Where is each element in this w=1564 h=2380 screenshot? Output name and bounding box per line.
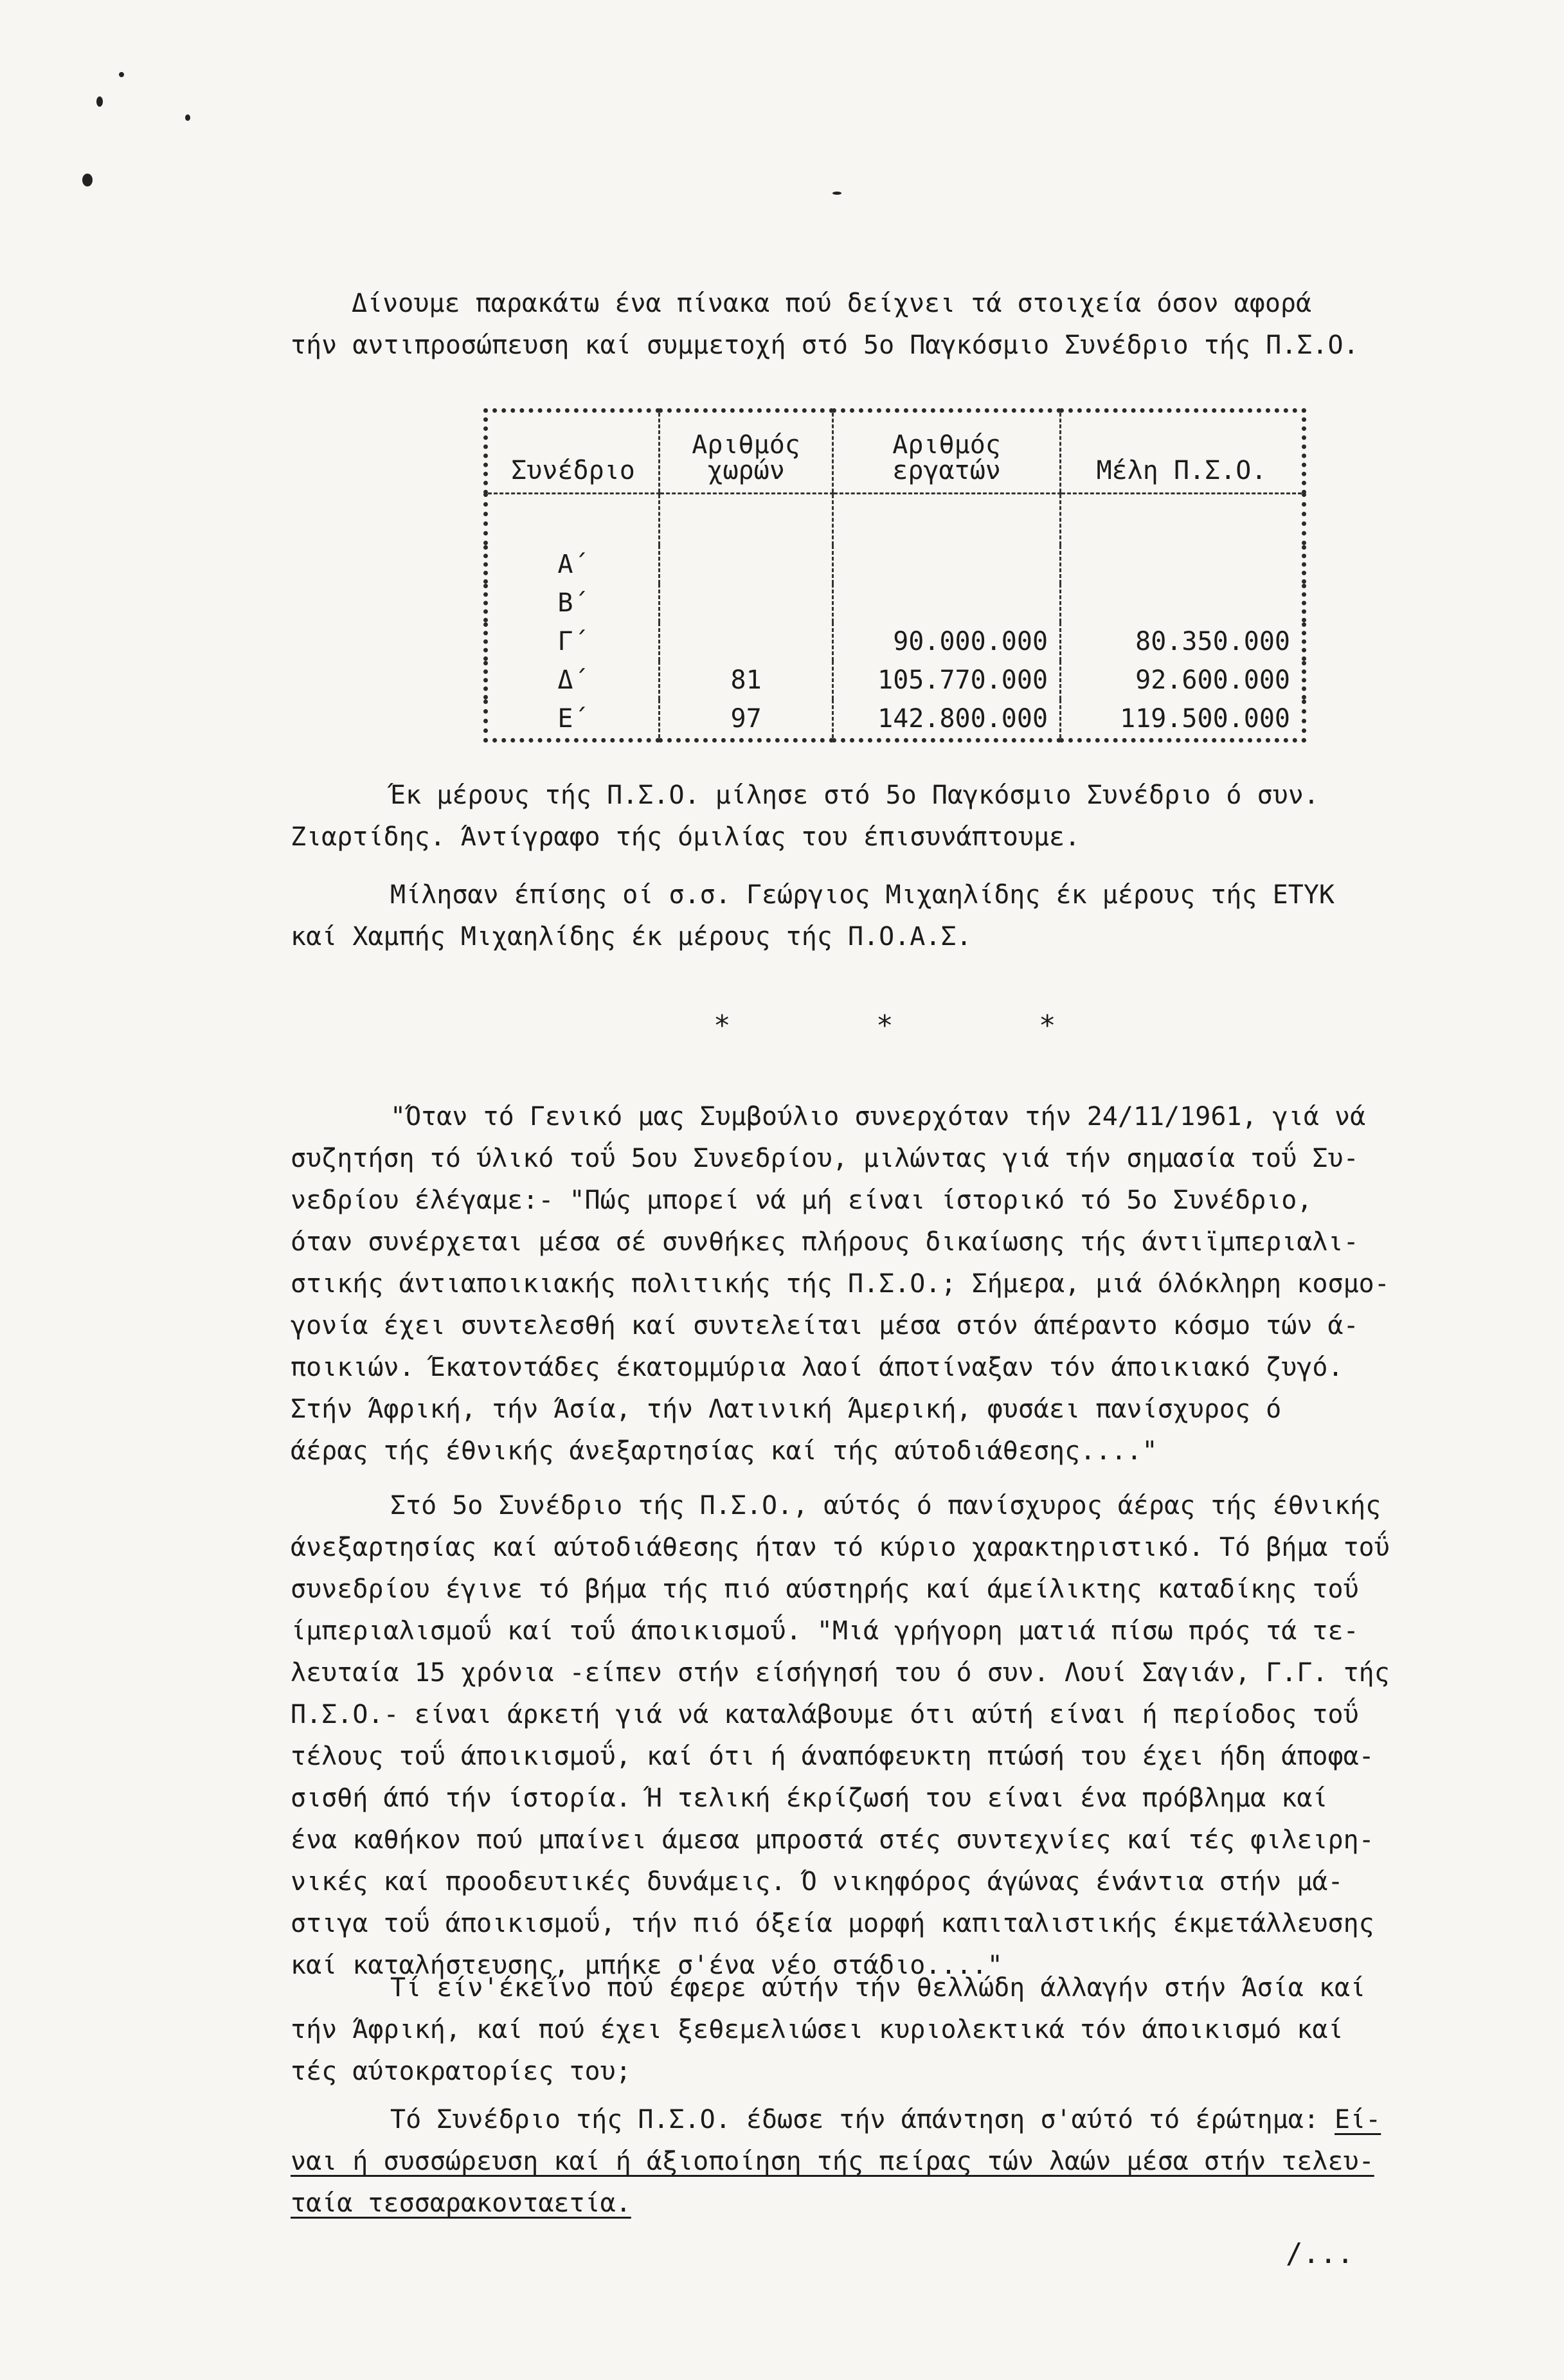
- cell-members: [1061, 584, 1304, 622]
- text-line: καί καταλήστευσης, μπήκε σ'ένα νέο στάδιο....": [291, 1951, 1003, 1980]
- cell-congress: Ε΄: [557, 703, 589, 734]
- cell-members: 80.350.000: [1061, 622, 1304, 661]
- cell-countries: 81: [660, 661, 833, 699]
- text-line: νικές καί προοδευτικές δυνάμεις. Ό νικηφόρος άγώνας ένάντια στήν μά-: [291, 1867, 1344, 1897]
- column-header-workers: Αριθμός εργατών: [833, 411, 1061, 494]
- cell-countries: 97: [660, 699, 833, 741]
- intro-paragraph: [291, 283, 1499, 366]
- paragraph: [291, 1485, 1499, 1987]
- column-header-countries: Αριθμός χωρών: [660, 411, 833, 494]
- text-line: Ζιαρτίδης. Άντίγραφο τής όμιλίας του έπισυνάπτουμε.: [291, 822, 1081, 852]
- underlined-text: ταία τεσσαρακονταετία.: [291, 2188, 631, 2218]
- cell-countries: [660, 584, 833, 622]
- table-row: [486, 661, 1304, 699]
- text-line: συνεδρίου έγινε τό βήμα τής πιό αύστηρής καί άμείλικτης καταδίκης τοΰ: [291, 1574, 1359, 1604]
- paragraph: [291, 874, 1499, 958]
- text-line: ένα καθήκον πού μπαίνει άμεσα μπροστά στές συντεχνίες καί τές φιλειρη-: [291, 1825, 1374, 1855]
- conclusion-paragraph: [291, 2099, 1499, 2224]
- text-line: στιγα τοΰ άποικισμοΰ, τήν πιό όξεία μορφή καπιταλιστικής έκμετάλλευσης: [291, 1909, 1374, 1938]
- text-line: ίμπεριαλισμοΰ καί τοΰ άποικισμοΰ. "Μιά γρήγορη ματιά πίσω πρός τά τε-: [291, 1616, 1359, 1646]
- text-line: γονία έχει συντελεσθή καί συντελείται μέσα στόν άπέραντο κόσμο τών ά-: [291, 1311, 1359, 1340]
- column-header-congress: Συνέδριο: [486, 411, 660, 494]
- text-line: [291, 2099, 1499, 2141]
- underlined-text: ναι ή συσσώρευση καί ή άξιοποίηση τής πείρας τών λαών μέσα στήν τελευ-: [291, 2147, 1374, 2176]
- text-line: Τί είν'έκείνο πού έφερε αύτήν τήν θελλώδη άλλαγήν στήν Άσία καί: [390, 1973, 1366, 2003]
- text-line: Π.Σ.Ο.- είναι άρκετή γιά νά καταλάβουμε ότι αύτή είναι ή περίοδος τοΰ: [291, 1700, 1359, 1729]
- text-line: τές αύτοκρατορίες του;: [291, 2057, 631, 2086]
- text-line: καί Χαμπής Μιχαηλίδης έκ μέρους τής Π.Ο.Α.Σ.: [291, 922, 972, 951]
- text-line: ποικιών. Έκατοντάδες έκατομμύρια λαοί άποτίναξαν τόν άποικιακό ζυγό.: [291, 1353, 1344, 1382]
- cell-countries: [660, 545, 833, 584]
- cell-congress: Α΄: [557, 549, 589, 579]
- text-line: άνεξαρτησίας καί αύτοδιάθεσης ήταν τό κύριο χαρακτηριστικό. Τό βήμα τοΰ: [291, 1533, 1390, 1562]
- cell-workers: [833, 545, 1061, 584]
- continued-mark: /...: [1286, 2237, 1354, 2270]
- cell-countries: [660, 622, 833, 661]
- scan-speck: [82, 174, 93, 186]
- cell-members: 92.600.000: [1061, 661, 1304, 699]
- text-line: στικής άντιαποικιακής πολιτικής τής Π.Σ.Ο.; Σήμερα, μιά όλόκληρη κοσμο-: [291, 1269, 1390, 1299]
- table-header-row: [486, 411, 1304, 494]
- paragraph: [291, 775, 1499, 858]
- quoted-paragraph: [291, 1096, 1499, 1472]
- text-line: "Όταν τό Γενικό μας Συμβούλιο συνερχόταν τήν 24/11/1961, γιά νά: [390, 1102, 1366, 1131]
- cell-workers: 90.000.000: [833, 622, 1061, 661]
- scan-speck: [832, 192, 841, 195]
- scan-speck: [96, 96, 103, 107]
- text-line: Μίλησαν έπίσης οί σ.σ. Γεώργιος Μιχαηλίδης έκ μέρους τής ΕΤΥΚ: [390, 880, 1335, 910]
- text-line: συζητήση τό ύλικό τοΰ 5ου Συνεδρίου, μιλώντας γιά τήν σημασία τοΰ Συ-: [291, 1144, 1359, 1173]
- text-line: Στήν Άφρική, τήν Άσία, τήν Λατινική Άμερική, φυσάει πανίσχυρος ό: [291, 1394, 1282, 1424]
- text-fragment: Τό Συνέδριο τής Π.Σ.Ο. έδωσε τήν άπάντηση σ'αύτό τό έρώτημα:: [390, 2105, 1335, 2134]
- cell-workers: 142.800.000: [833, 699, 1061, 741]
- text-line: νεδρίου έλέγαμε:- "Πώς μπορεί νά μή είναι ίστορικό τό 5ο Συνέδριο,: [291, 1185, 1313, 1215]
- scan-speck: [185, 114, 190, 121]
- cell-members: [1061, 545, 1304, 584]
- text-line: Στό 5ο Συνέδριο τής Π.Σ.Ο., αύτός ό πανίσχυρος άέρας τής έθνικής: [390, 1491, 1381, 1520]
- cell-workers: 105.770.000: [833, 661, 1061, 699]
- underlined-text: Εί-: [1335, 2105, 1381, 2134]
- text-line: Δίνουμε παρακάτω ένα πίνακα πού δείχνει τά στοιχεία όσον αφορά: [352, 289, 1312, 318]
- table-row: [486, 699, 1304, 741]
- text-line: τέλους τοΰ άποικισμοΰ, καί ότι ή άναπόφευκτη πτώσή του έχει ήδη άποφα-: [291, 1742, 1374, 1771]
- text-line: Έκ μέρους τής Π.Σ.Ο. μίλησε στό 5ο Παγκόσμιο Συνέδριο ό συν.: [390, 780, 1319, 810]
- text-line: σισθή άπό τήν ίστορία. Ή τελική έκρίζωσή του είναι ένα πρόβλημα καί: [291, 1783, 1328, 1813]
- text-line: άέρας τής έθνικής άνεξαρτησίας καί τής αύτοδιάθεσης....": [291, 1436, 1158, 1466]
- table-row: [486, 545, 1304, 584]
- cell-members: 119.500.000: [1061, 699, 1304, 741]
- statistics-table: [483, 408, 1306, 743]
- paragraph: [291, 1967, 1499, 2093]
- text-line: όταν συνέρχεται μέσα σέ συνθήκες πλήρους δικαίωσης τής άντιϊμπεριαλι-: [291, 1227, 1359, 1257]
- scan-speck: [119, 72, 124, 77]
- cell-congress: Δ΄: [557, 665, 589, 695]
- text-line: τήν Άφρική, καί πού έχει ξεθεμελιώσει κυριολεκτικά τόν άποικισμό καί: [291, 2015, 1344, 2044]
- column-header-members: Μέλη Π.Σ.Ο.: [1061, 411, 1304, 494]
- cell-congress: Β΄: [557, 588, 589, 618]
- table-row: [486, 584, 1304, 622]
- cell-workers: [833, 584, 1061, 622]
- text-line: λευταία 15 χρόνια -είπεν στήν είσήγησή του ό συν. Λουί Σαγιάν, Γ.Γ. τής: [291, 1658, 1390, 1688]
- section-separator: * * *: [714, 1009, 1120, 1042]
- table-row: [486, 622, 1304, 661]
- cell-congress: Γ΄: [557, 626, 589, 656]
- text-line: τήν αντιπροσώπευση καί συμμετοχή στό 5ο Παγκόσμιο Συνέδριο τής Π.Σ.Ο.: [291, 330, 1359, 360]
